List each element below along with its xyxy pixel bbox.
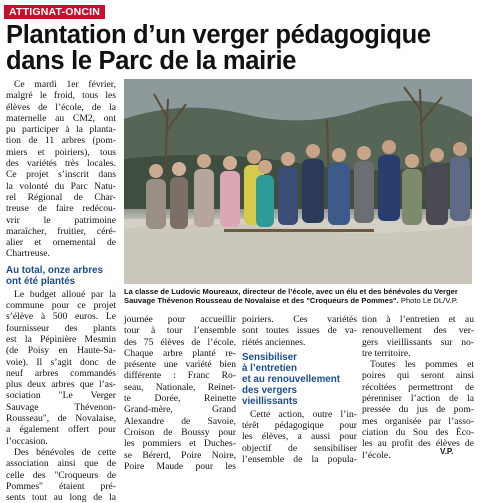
text-line: celle des "Croqueurs de <box>6 469 116 481</box>
column-3 <box>242 314 357 465</box>
text-line: des 75 élèves de l’école. <box>124 336 236 348</box>
subheading <box>6 265 116 287</box>
text-line: miers et poiriers), tous <box>6 146 116 158</box>
text-line: Toutes les pommes et <box>370 359 474 371</box>
text-line: malgré le froid, tous les <box>6 90 116 102</box>
text-line: les pommiers et Duches- <box>124 438 236 450</box>
caption-text: La classe de Ludovic Moureaux, directeur de l’école, avec un élu et des bénévoles du Verger Sauvage Thévenon Rousseau de Novalaise et des "Croqueurs de Pommes". <box>124 287 458 306</box>
text-line: Grand-mère, Grand <box>124 404 236 416</box>
text-line: poires qui seront ainsi <box>362 370 474 382</box>
text-line: gers vieillissants sur no- <box>362 336 474 348</box>
body-paragraph <box>242 409 357 465</box>
text-line: poiriers. Ces variétés <box>242 314 357 325</box>
text-line: tion à l’entretien et au <box>362 314 474 325</box>
text-line: tion de 11 arbres (pom- <box>6 135 116 147</box>
text-line: riétés anciennes. <box>242 336 306 348</box>
text-line: pu participer à la planta- <box>6 124 116 136</box>
text-line: Poire Maude pour les <box>124 460 236 472</box>
article-headline <box>6 22 476 74</box>
text-line: fournisseur des plants <box>6 322 116 334</box>
text-line: maternelle au CM2, ont <box>6 112 116 124</box>
subheading-line: Au total, onze arbres <box>6 264 103 276</box>
photo-credit: Photo Le DL/V.P. <box>400 296 458 306</box>
author-signature: V.P. <box>440 447 454 456</box>
text-line: mes organisée par l’asso- <box>362 415 474 427</box>
text-line: la volonté du Parc Natu- <box>6 180 116 192</box>
text-line: Pommes" étaient pré- <box>6 480 116 492</box>
text-line: tre territoire. <box>362 347 411 359</box>
text-line: sont toutes issues de va- <box>242 325 357 337</box>
text-line: neuf arbres commandés <box>6 367 116 379</box>
text-line: Ce projet s’inscrit dans <box>6 169 116 181</box>
text-line: l’occasion. <box>6 435 48 447</box>
column-4 <box>362 314 474 461</box>
text-line: Cette action, outre l’in- <box>250 408 357 420</box>
subheading <box>242 352 357 407</box>
subheading-line: vieillissants <box>242 395 298 407</box>
text-line: association ainsi que de <box>6 458 116 470</box>
headline-line: Plantation d’un verger pédagogique <box>6 21 431 49</box>
text-line: pérenniser l’action de la <box>362 393 474 405</box>
text-line: rel Régional de Char- <box>6 191 116 203</box>
lead-paragraph <box>6 79 116 260</box>
text-line: térêt pédagogique pour <box>242 420 357 432</box>
photo-caption <box>124 287 474 306</box>
subheading-line: à l’entretien <box>242 362 297 374</box>
subheading-line: Sensibiliser <box>242 351 297 363</box>
section-tag: ATTIGNAT-ONCIN <box>4 5 105 19</box>
text-line: maraîcher, fruitier, céré- <box>6 225 116 237</box>
text-line: voie). Il s’agit donc de <box>6 356 116 368</box>
text-line: les au profit des élèves de <box>362 438 474 450</box>
text-line: Ce mardi 1er février, <box>14 79 116 90</box>
text-line: Des bénévoles de cette <box>14 446 116 458</box>
body-paragraph <box>6 289 116 503</box>
subheading-line: des vergers <box>242 384 298 396</box>
headline-line: dans le Parc de la mairie <box>6 47 297 75</box>
text-line: renouvellement des ver- <box>362 325 474 337</box>
text-line: différente : Franc Ro- <box>124 370 236 382</box>
text-line: Alexandre de Savoie, <box>124 415 236 427</box>
text-line: treuse de faire redécou- <box>6 203 116 215</box>
text-line: les élèves, a aussi pour <box>242 431 357 443</box>
text-line: commune pour ce projet <box>6 300 116 312</box>
text-line: élèves de l’école, de la <box>6 101 116 113</box>
text-line: journée pour accueillir <box>124 314 236 325</box>
text-line: Chaque arbre planté re- <box>124 347 236 359</box>
text-line: pressée du jus de pom- <box>362 404 474 416</box>
column-2 <box>124 314 236 472</box>
text-line: est la Pépinière Mesmin <box>6 333 116 345</box>
text-line: Sauvage Thévenon- <box>6 401 116 413</box>
column-1 <box>6 79 116 503</box>
text-line: des variétés très locales. <box>6 158 116 170</box>
text-line: Rousseau", de Novalaise, <box>6 413 116 425</box>
text-line: a également offert pour <box>6 424 116 436</box>
subheading-line: et au renouvellement <box>242 373 340 385</box>
text-line: alier et ornemental de <box>6 237 116 249</box>
text-line: se Bérerd, Poire Noire, <box>124 449 236 461</box>
subheading-line: ont été plantés <box>6 275 76 287</box>
text-line: ciation du Sou des Éco- <box>362 426 474 438</box>
text-line: l’ensemble de la popula- <box>242 454 357 466</box>
text-line: sociation "Le Verger <box>6 390 116 402</box>
text-line: l’école. <box>362 449 391 461</box>
text-line: vrir le patrimoine <box>6 214 116 226</box>
group-photo-illustration <box>124 79 472 284</box>
text-line: tour à tour l’ensemble <box>124 325 236 337</box>
text-line: plus deux arbres que l’as- <box>6 379 116 391</box>
text-line: seau, Nationale, Reinet- <box>124 381 236 393</box>
text-line: (de Poisy en Haute-Sa- <box>6 345 116 357</box>
text-line: présente une variété bien <box>124 359 236 371</box>
article-photo <box>124 79 472 284</box>
text-line: objectif de sensibiliser <box>242 442 357 454</box>
text-line: sents tout au long de la <box>6 492 116 503</box>
text-line: te Dorée, Reinette <box>124 393 236 405</box>
text-line: Le budget alloué par la <box>14 288 116 300</box>
text-line: Chartreuse. <box>6 248 50 260</box>
text-line: récoltées permettront de <box>362 381 474 393</box>
text-line: s’élève à 500 euros. Le <box>6 311 116 323</box>
text-line: Croison de Boussy pour <box>124 426 236 438</box>
